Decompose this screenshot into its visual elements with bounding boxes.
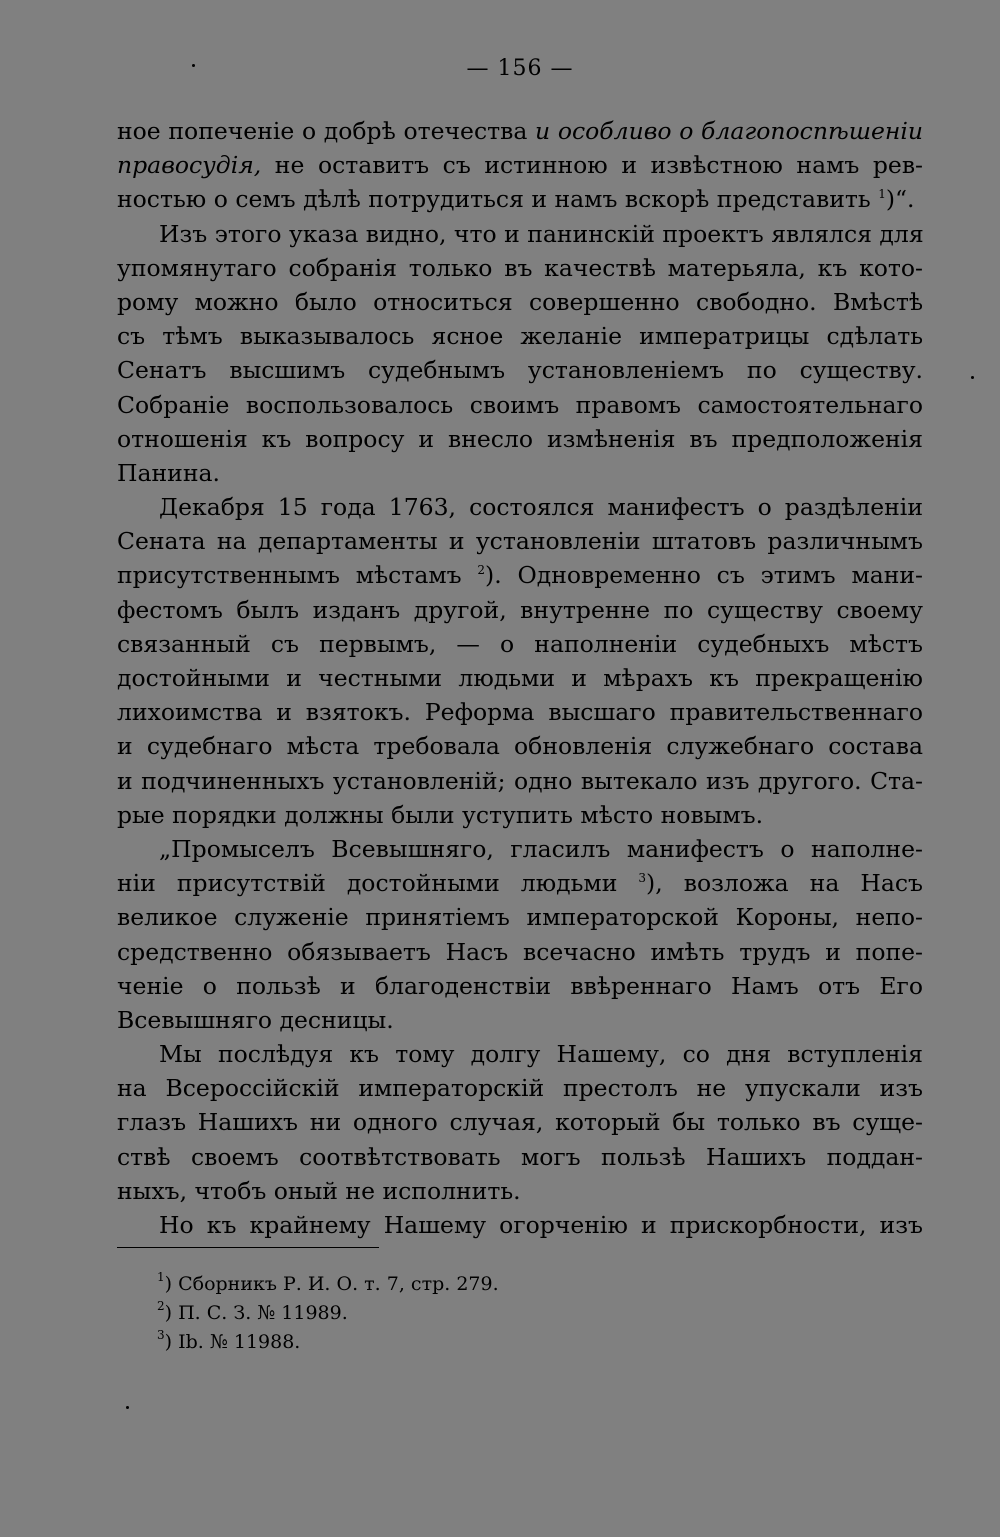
text-line: упомянутаго собранія только въ качествѣ матерьяла, къ кото- bbox=[117, 253, 923, 282]
text-line: правосудія, не оставитъ съ истинною и извѣстною намъ рев- bbox=[117, 151, 923, 180]
paragraph bbox=[117, 1037, 923, 1208]
text-line: „Промыселъ Всевышняго, гласилъ манифестъ о наполне- bbox=[159, 834, 923, 863]
text-line: средственно обязываетъ Насъ всечасно имѣть трудъ и попе- bbox=[117, 937, 923, 966]
text-line: Декабря 15 года 1763, состоялся манифестъ о раздѣленіи bbox=[159, 493, 923, 522]
paragraph bbox=[117, 490, 923, 832]
paragraph bbox=[117, 217, 923, 491]
text-line: ное попеченіе о добрѣ отечества и особливо о благопоспѣшеніи bbox=[117, 117, 924, 145]
text-line: ченіе о пользѣ и благоденствіи ввѣреннаго Намъ отъ Его bbox=[117, 971, 923, 1000]
text-line: отношенія къ вопросу и внесло измѣненія въ предположенія bbox=[117, 424, 923, 453]
paragraph bbox=[117, 114, 923, 217]
text-line: глазъ Нашихъ ни одного случая, который бы только въ суще- bbox=[117, 1108, 923, 1137]
text-line: Мы послѣдуя къ тому долгу Нашему, со дня вступленія bbox=[159, 1040, 923, 1069]
text-line: ніи присутствій достойными людьми $^3$), возложа на Насъ bbox=[117, 869, 923, 898]
text-line: Сената на департаменты и установленіи штатовъ различнымъ bbox=[117, 527, 923, 556]
footnotes bbox=[157, 1270, 857, 1357]
text-line: достойными и честными людьми и мѣрахъ къ прекращенію bbox=[117, 664, 923, 692]
text-line: ныхъ, чтобъ оный не исполнить. bbox=[117, 1176, 521, 1205]
footnote-text: ) П. С. З. № 11989. bbox=[164, 1302, 348, 1324]
text-line: связанный съ первымъ, — о наполненіи судебныхъ мѣстъ bbox=[117, 629, 923, 658]
text-line: съ тѣмъ выказывалось ясное желаніе императрицы сдѣлать bbox=[117, 322, 923, 351]
footnote bbox=[157, 1270, 857, 1299]
footnote-mark: 3 bbox=[157, 1328, 165, 1342]
footnote-rule bbox=[117, 1247, 379, 1248]
footnote bbox=[157, 1299, 857, 1328]
text-line: Но къ крайнему Нашему огорченію и прискорбности, изъ bbox=[159, 1211, 923, 1239]
scan-speck bbox=[126, 1406, 129, 1409]
paragraph bbox=[117, 1208, 923, 1242]
text-line: ностью о семъ дѣлѣ потрудиться и намъ вскорѣ представить $^1$)“. bbox=[117, 185, 915, 214]
body-text bbox=[117, 114, 923, 1242]
footnote-text: ) Сборникъ Р. И. О. т. 7, стр. 279. bbox=[164, 1273, 499, 1295]
text-line: и подчиненныхъ установленій; одно вытекало изъ другого. Ста- bbox=[117, 766, 923, 795]
paragraph bbox=[117, 832, 923, 1037]
text-line: ствѣ своемъ соотвѣтствовать могъ пользѣ Нашихъ поддан- bbox=[117, 1142, 923, 1171]
text-line: Всевышняго десницы. bbox=[117, 1005, 394, 1034]
text-line: Изъ этого указа видно, что и панинскій проектъ являлся для bbox=[159, 219, 924, 248]
text-line: рые порядки должны были уступить мѣсто новымъ. bbox=[117, 800, 764, 829]
scan-speck bbox=[192, 64, 195, 67]
footnote-text: ) Ib. № 11988. bbox=[164, 1331, 301, 1353]
text-line: Собраніе воспользовалось своимъ правомъ самостоятельнаго bbox=[117, 390, 923, 419]
text-line: присутственнымъ мѣстамъ $^2$). Одновременно съ этимъ мани- bbox=[117, 561, 923, 590]
footnote bbox=[157, 1328, 857, 1357]
scan-speck bbox=[971, 376, 974, 379]
text-line: на Всероссійскій императорскій престолъ не упускали изъ bbox=[117, 1074, 923, 1103]
page-number: — 156 — bbox=[466, 56, 574, 81]
text-line: Панина. bbox=[117, 458, 220, 487]
text-line: рому можно было относиться совершенно свободно. Вмѣстѣ bbox=[117, 287, 923, 316]
footnote-mark: 1 bbox=[157, 1270, 165, 1284]
text-line: лихоимства и взятокъ. Реформа высшаго правительственнаго bbox=[117, 698, 923, 727]
text-line: великое служеніе принятіемъ императорской Короны, непо- bbox=[117, 903, 923, 932]
footnote-mark: 2 bbox=[157, 1299, 165, 1313]
text-line: Сенатъ высшимъ судебнымъ установленіемъ по существу. bbox=[117, 356, 923, 385]
text-line: фестомъ былъ изданъ другой, внутренне по существу своему bbox=[117, 595, 923, 624]
text-line: и судебнаго мѣста требовала обновленія служебнаго состава bbox=[117, 732, 923, 761]
